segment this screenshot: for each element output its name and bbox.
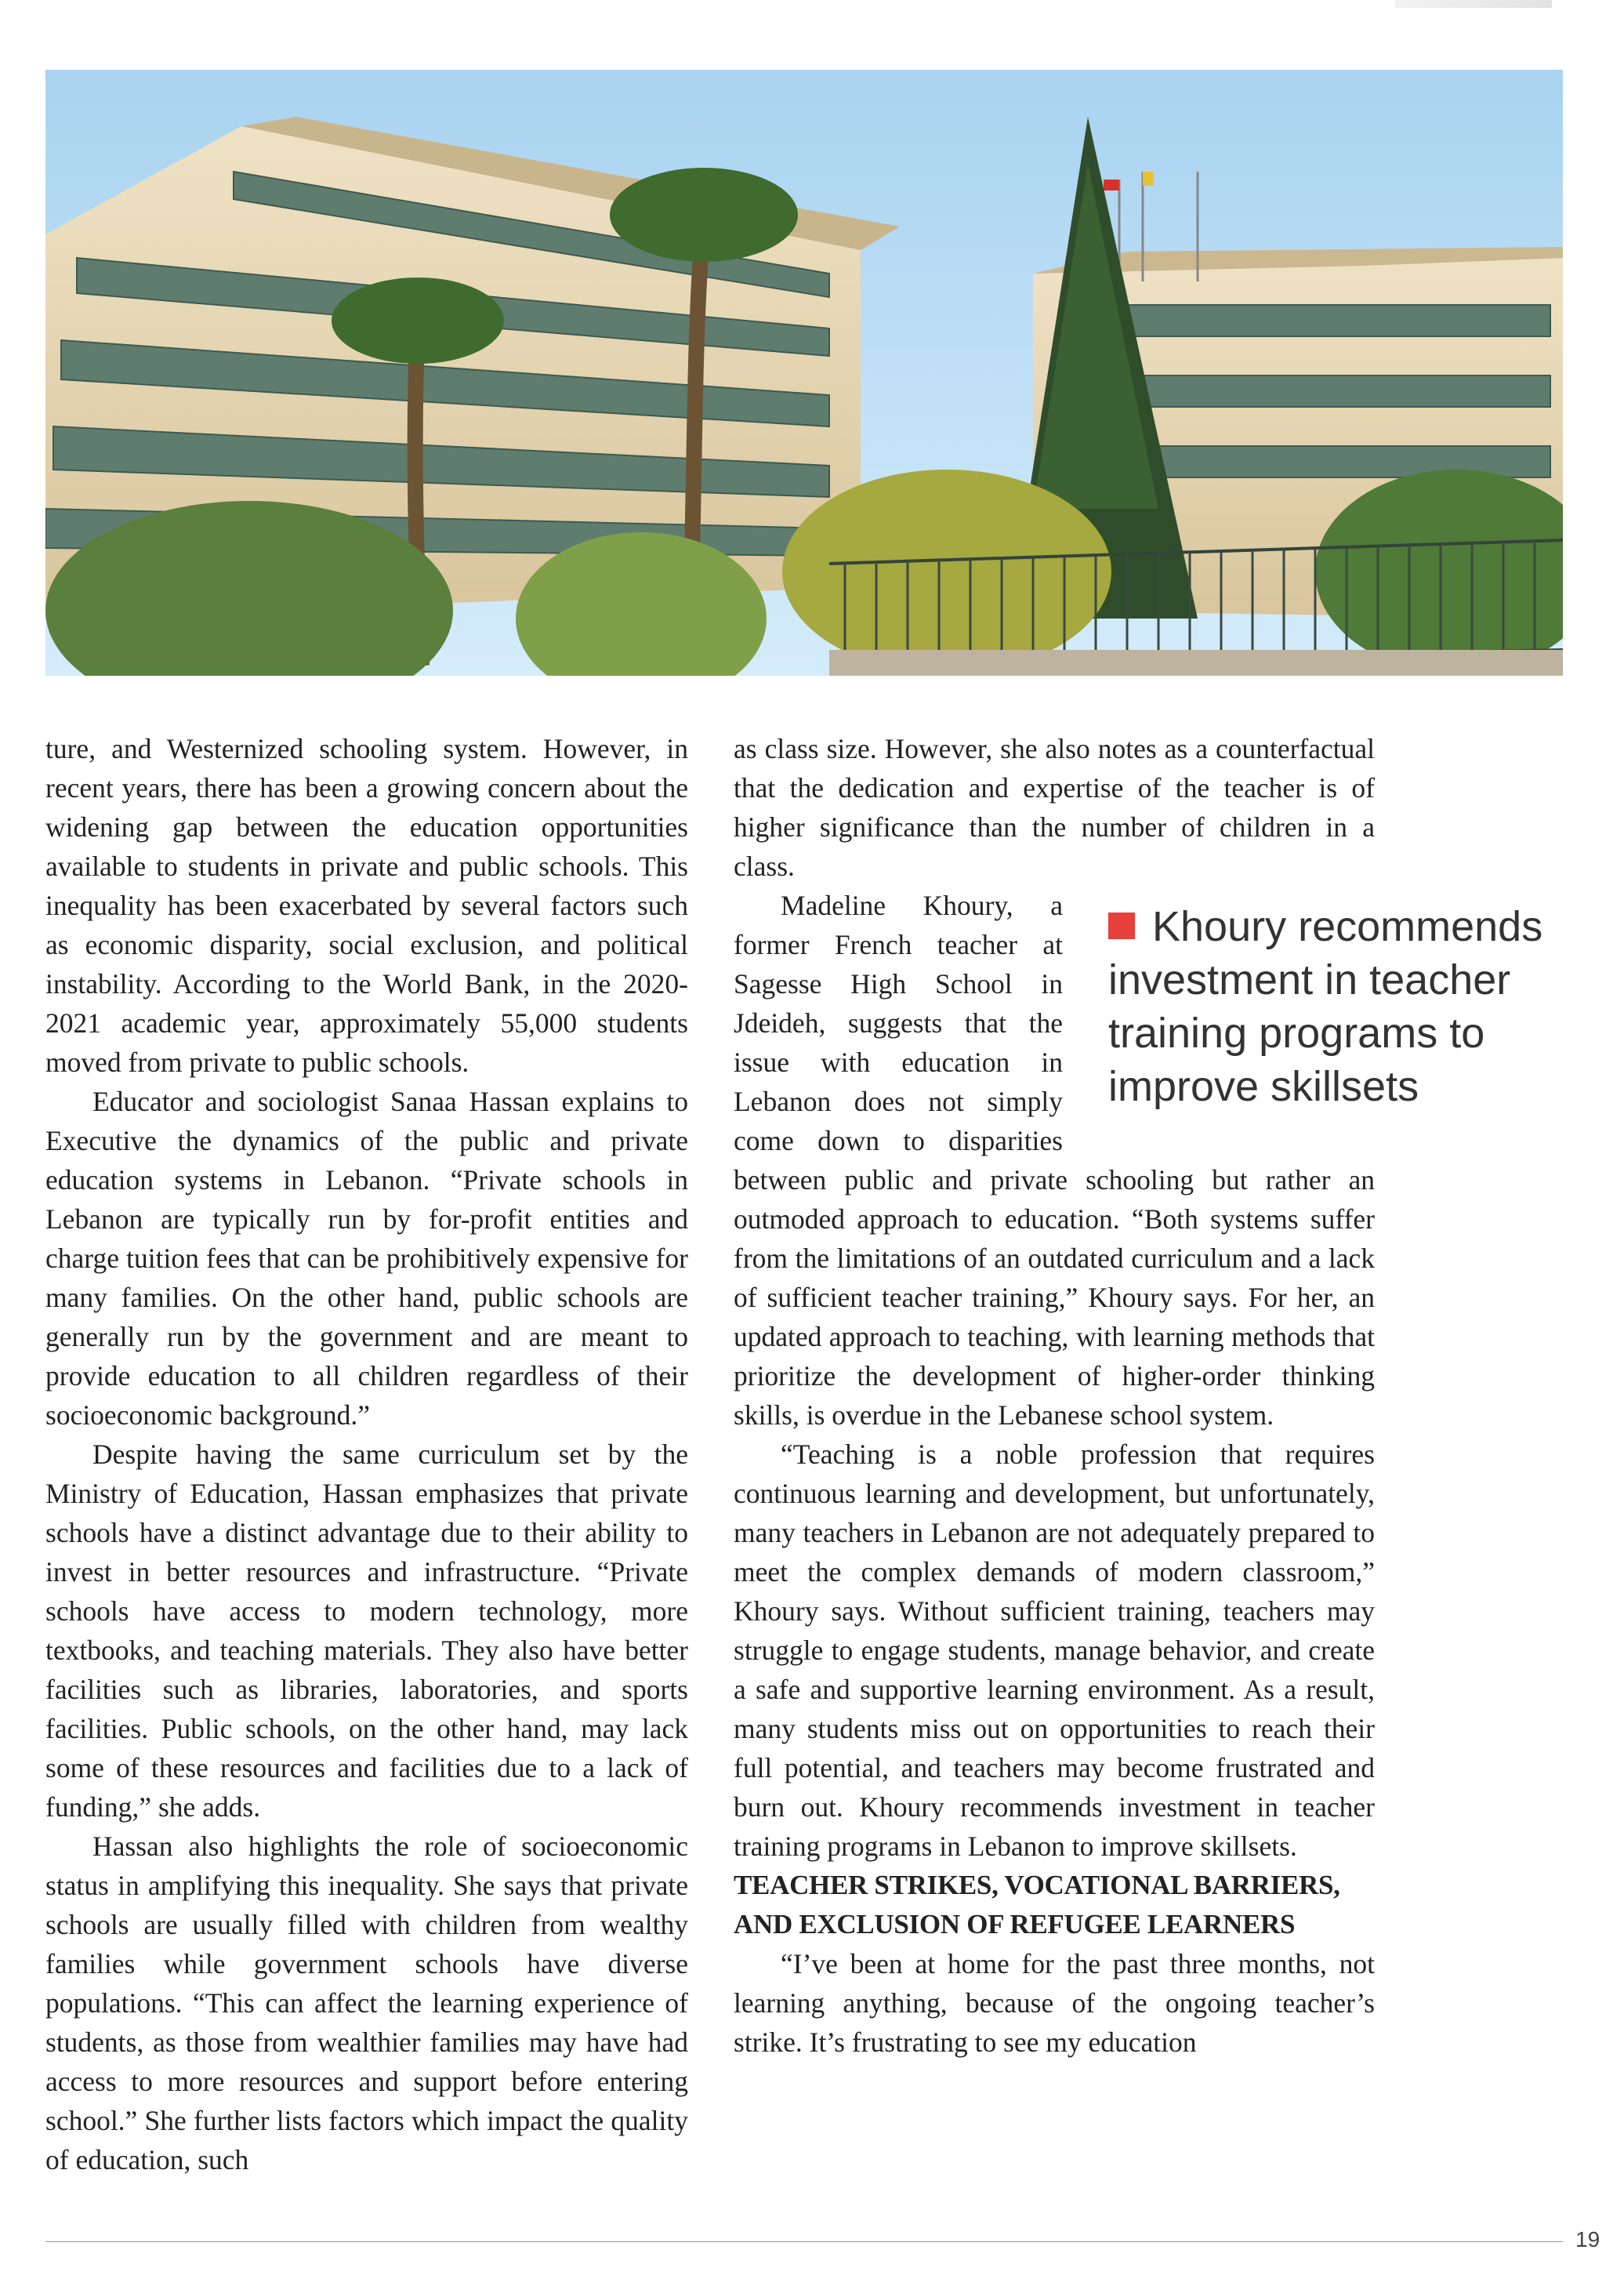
pull-quote-text: Khoury recommends investment in teacher training programs to improve skillsets (1108, 903, 1543, 1110)
body-paragraph: Educator and sociologist Sanaa Hassan explains to Executive the dynamics of the public and private education systems in Lebanon. “Private schools in Lebanon are typically run by for-profit entities and charge tuition fees that can be prohibitively expensive for many families. On the other hand, public schools are generally run by the government and are meant to provide education to all children regardless of their socioeconomic background.” (45, 1086, 688, 1431)
running-header-mark (1395, 0, 1552, 8)
body-paragraph: “I’ve been at home for the past three months, not learning anything, because of the ongoing teacher’s strike. It’s frustrating to see my education (734, 1948, 1375, 2058)
pull-quote (1108, 900, 1586, 1113)
body-paragraph: Madeline Khoury, a former French teacher at Sagesse High School in Jdeideh, suggests that the issue with education in Lebanon does not simply come down to disparities between public and private schooling but rather an outmoded approach to education. “Both systems suffer from the limitations of an outdated curriculum and a lack of sufficient teacher training,” Khoury says. For her, an updated approach to teaching, with learning methods that prioritize the development of higher-order thinking skills, is overdue in the Lebanese school system. (734, 890, 1375, 1431)
body-paragraph: “Teaching is a noble profession that requires continuous learning and development, but unfortunately, many teachers in Lebanon are not adequately prepared to meet the complex demands of modern classroom,” Khoury says. Without sufficient training, teachers may struggle to engage students, manage behavior, and create a safe and supportive learning environment. As a result, many students miss out on opportunities to reach their full potential, and teachers may become frustrated and burn out. Khoury recommends investment in teacher training programs in Lebanon to improve skillsets. (734, 1439, 1375, 1862)
article-column-right (734, 729, 1543, 2062)
section-subheading: TEACHER STRIKES, VOCATIONAL BARRIERS, AND EXCLUSION OF REFUGEE LEARNERS (734, 1870, 1340, 1939)
body-paragraph: Hassan also highlights the role of socioeconomic status in amplifying this inequality. She says that private schools are usually filled with children from wealthy families while government schools have diverse populations. “This can affect the learning experience of students, as those from wealthier families may have had access to more resources and support before entering school.” She further lists factors which impact the quality of education, such (45, 1831, 688, 2175)
body-paragraph: Despite having the same curriculum set by the Ministry of Education, Hassan emphasizes that private schools have a distinct advantage due to their ability to invest in better resources and infrastructure. “Private schools have access to modern technology, more textbooks, and teaching materials. They also have better facilities such as libraries, laboratories, and sports facilities. Public schools, on the other hand, may lack some of these resources and facilities due to a lack of funding,” she adds. (45, 1439, 688, 1823)
body-paragraph: ture, and Westernized schooling system. However, in recent years, there has been a growing concern about the widening gap between the education opportunities available to students in private and public schools. This inequality has been exacerbated by several factors such as economic disparity, social exclusion, and political instability. According to the World Bank, in the 2020-2021 academic year, approximately 55,000 students moved from private to public schools. (45, 733, 688, 1078)
school-building-photo (45, 70, 1563, 676)
footer-rule (45, 2241, 1563, 2242)
body-paragraph: as class size. However, she also notes as a counterfactual that the dedication and expertise of the teacher is of higher significance than the number of children in a class. (734, 733, 1375, 882)
square-bullet-icon (1108, 913, 1135, 939)
article-column-left (45, 729, 688, 2179)
school-building-illustration (45, 70, 1563, 676)
page-number: 19 (1575, 2227, 1600, 2251)
